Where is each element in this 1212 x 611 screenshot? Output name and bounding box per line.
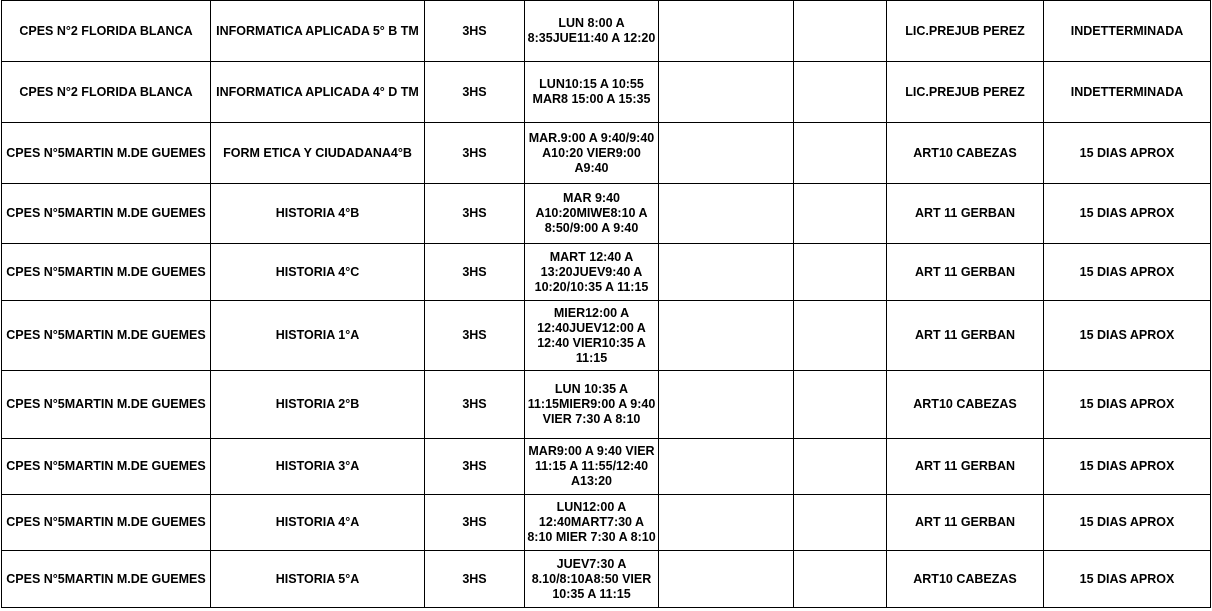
- empty-cell[interactable]: [794, 1, 887, 62]
- subject-cell[interactable]: HISTORIA 3°A: [211, 439, 425, 495]
- reason-cell[interactable]: ART 11 GERBAN: [887, 184, 1044, 244]
- schedule-cell[interactable]: MART 12:40 A 13:20JUEV9:40 A 10:20/10:35 A 11:15: [525, 244, 659, 301]
- reason-cell[interactable]: LIC.PREJUB PEREZ: [887, 62, 1044, 123]
- school-cell[interactable]: CPES N°5MARTIN M.DE GUEMES: [2, 551, 211, 608]
- duration-cell[interactable]: 15 DIAS APROX: [1044, 244, 1211, 301]
- school-cell[interactable]: CPES N°2 FLORIDA BLANCA: [2, 1, 211, 62]
- schedule-cell[interactable]: MAR 9:40 A10:20MIWE8:10 A 8:50/9:00 A 9:40: [525, 184, 659, 244]
- reason-cell[interactable]: ART 11 GERBAN: [887, 244, 1044, 301]
- hours-cell[interactable]: 3HS: [425, 439, 525, 495]
- duration-cell[interactable]: 15 DIAS APROX: [1044, 371, 1211, 439]
- reason-cell[interactable]: ART 11 GERBAN: [887, 301, 1044, 371]
- empty-cell[interactable]: [794, 123, 887, 184]
- empty-cell[interactable]: [659, 184, 794, 244]
- hours-cell[interactable]: 3HS: [425, 1, 525, 62]
- school-cell[interactable]: CPES N°5MARTIN M.DE GUEMES: [2, 301, 211, 371]
- schedule-cell[interactable]: LUN 8:00 A 8:35JUE11:40 A 12:20: [525, 1, 659, 62]
- table-row: [2, 184, 1211, 244]
- subject-cell[interactable]: FORM ETICA Y CIUDADANA4°B: [211, 123, 425, 184]
- reason-cell[interactable]: LIC.PREJUB PEREZ: [887, 1, 1044, 62]
- empty-cell[interactable]: [794, 551, 887, 608]
- school-cell[interactable]: CPES N°5MARTIN M.DE GUEMES: [2, 123, 211, 184]
- empty-cell[interactable]: [659, 551, 794, 608]
- duration-cell[interactable]: INDETTERMINADA: [1044, 1, 1211, 62]
- school-cell[interactable]: CPES N°5MARTIN M.DE GUEMES: [2, 371, 211, 439]
- duration-cell[interactable]: 15 DIAS APROX: [1044, 495, 1211, 551]
- empty-cell[interactable]: [794, 184, 887, 244]
- duration-cell[interactable]: 15 DIAS APROX: [1044, 439, 1211, 495]
- table-row: [2, 123, 1211, 184]
- duration-cell[interactable]: INDETTERMINADA: [1044, 62, 1211, 123]
- empty-cell[interactable]: [659, 244, 794, 301]
- empty-cell[interactable]: [659, 62, 794, 123]
- hours-cell[interactable]: 3HS: [425, 551, 525, 608]
- subject-cell[interactable]: HISTORIA 4°C: [211, 244, 425, 301]
- school-cell[interactable]: CPES N°5MARTIN M.DE GUEMES: [2, 244, 211, 301]
- reason-cell[interactable]: ART10 CABEZAS: [887, 551, 1044, 608]
- vacancy-table: [1, 0, 1211, 608]
- table-row: [2, 551, 1211, 608]
- table-row: [2, 1, 1211, 62]
- schedule-cell[interactable]: LUN 10:35 A 11:15MIER9:00 A 9:40 VIER 7:30 A 8:10: [525, 371, 659, 439]
- duration-cell[interactable]: 15 DIAS APROX: [1044, 551, 1211, 608]
- schedule-cell[interactable]: LUN12:00 A 12:40MART7:30 A 8:10 MIER 7:30 A 8:10: [525, 495, 659, 551]
- school-cell[interactable]: CPES N°5MARTIN M.DE GUEMES: [2, 495, 211, 551]
- table-row: [2, 439, 1211, 495]
- duration-cell[interactable]: 15 DIAS APROX: [1044, 301, 1211, 371]
- duration-cell[interactable]: 15 DIAS APROX: [1044, 184, 1211, 244]
- table-row: [2, 244, 1211, 301]
- empty-cell[interactable]: [659, 439, 794, 495]
- empty-cell[interactable]: [659, 1, 794, 62]
- hours-cell[interactable]: 3HS: [425, 244, 525, 301]
- hours-cell[interactable]: 3HS: [425, 123, 525, 184]
- reason-cell[interactable]: ART10 CABEZAS: [887, 123, 1044, 184]
- hours-cell[interactable]: 3HS: [425, 301, 525, 371]
- empty-cell[interactable]: [659, 371, 794, 439]
- reason-cell[interactable]: ART 11 GERBAN: [887, 439, 1044, 495]
- empty-cell[interactable]: [794, 301, 887, 371]
- school-cell[interactable]: CPES N°5MARTIN M.DE GUEMES: [2, 184, 211, 244]
- reason-cell[interactable]: ART10 CABEZAS: [887, 371, 1044, 439]
- table-body: [2, 1, 1211, 608]
- empty-cell[interactable]: [659, 495, 794, 551]
- school-cell[interactable]: CPES N°5MARTIN M.DE GUEMES: [2, 439, 211, 495]
- hours-cell[interactable]: 3HS: [425, 495, 525, 551]
- schedule-cell[interactable]: LUN10:15 A 10:55 MAR8 15:00 A 15:35: [525, 62, 659, 123]
- subject-cell[interactable]: INFORMATICA APLICADA 4° D TM: [211, 62, 425, 123]
- empty-cell[interactable]: [794, 244, 887, 301]
- subject-cell[interactable]: INFORMATICA APLICADA 5° B TM: [211, 1, 425, 62]
- schedule-cell[interactable]: MIER12:00 A 12:40JUEV12:00 A 12:40 VIER10:35 A 11:15: [525, 301, 659, 371]
- school-cell[interactable]: CPES N°2 FLORIDA BLANCA: [2, 62, 211, 123]
- schedule-cell[interactable]: MAR9:00 A 9:40 VIER 11:15 A 11:55/12:40 A13:20: [525, 439, 659, 495]
- subject-cell[interactable]: HISTORIA 4°B: [211, 184, 425, 244]
- empty-cell[interactable]: [659, 123, 794, 184]
- empty-cell[interactable]: [794, 371, 887, 439]
- hours-cell[interactable]: 3HS: [425, 62, 525, 123]
- hours-cell[interactable]: 3HS: [425, 184, 525, 244]
- empty-cell[interactable]: [794, 495, 887, 551]
- subject-cell[interactable]: HISTORIA 2°B: [211, 371, 425, 439]
- empty-cell[interactable]: [794, 62, 887, 123]
- table-row: [2, 62, 1211, 123]
- reason-cell[interactable]: ART 11 GERBAN: [887, 495, 1044, 551]
- table-row: [2, 495, 1211, 551]
- subject-cell[interactable]: HISTORIA 5°A: [211, 551, 425, 608]
- duration-cell[interactable]: 15 DIAS APROX: [1044, 123, 1211, 184]
- subject-cell[interactable]: HISTORIA 1°A: [211, 301, 425, 371]
- empty-cell[interactable]: [659, 301, 794, 371]
- schedule-cell[interactable]: JUEV7:30 A 8.10/8:10A8:50 VIER 10:35 A 11:15: [525, 551, 659, 608]
- hours-cell[interactable]: 3HS: [425, 371, 525, 439]
- subject-cell[interactable]: HISTORIA 4°A: [211, 495, 425, 551]
- table-row: [2, 301, 1211, 371]
- schedule-cell[interactable]: MAR.9:00 A 9:40/9:40 A10:20 VIER9:00 A9:40: [525, 123, 659, 184]
- table-row: [2, 371, 1211, 439]
- empty-cell[interactable]: [794, 439, 887, 495]
